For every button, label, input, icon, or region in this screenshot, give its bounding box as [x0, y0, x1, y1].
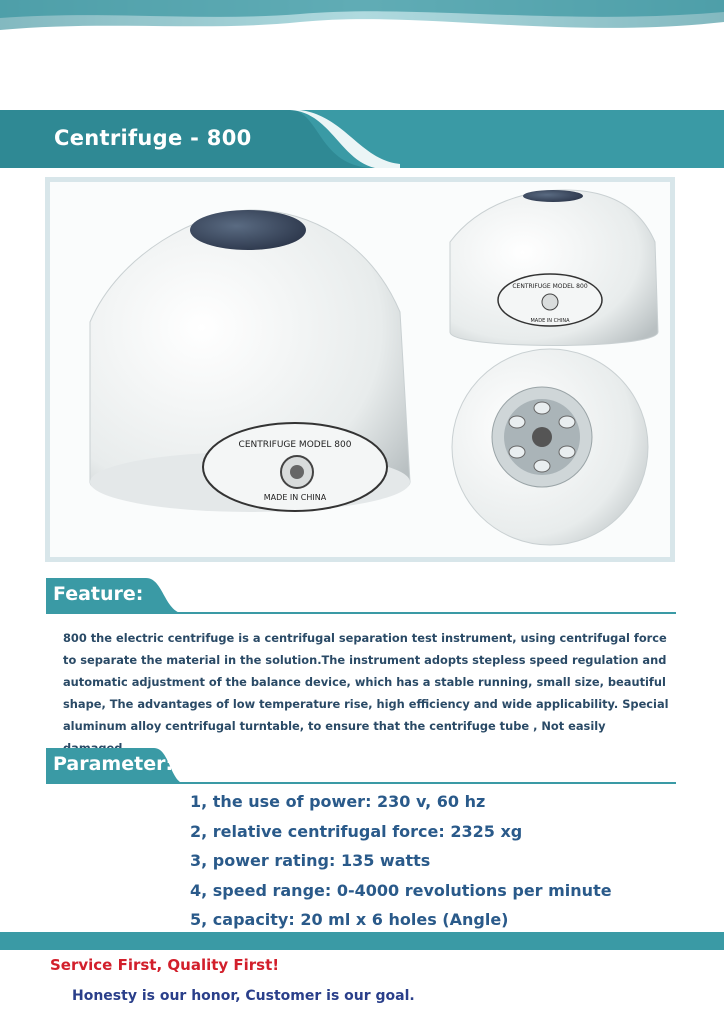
slogan-main: Service First, Quality First! [50, 956, 280, 974]
feature-description: 800 the electric centrifuge is a centrifugal separation test instrument, using centrifugal force to separate the material in the solution.The instrument adopts stepless speed regulation and automatic adjustment of the balance device, which has a stable running, small size, beautiful shape, The advantages of low temperature rise, high efficiency and wide applicability. Special aluminum alloy centrifugal turntable, to ensure that the centrifuge tube , Not easily [63, 631, 669, 733]
main-centrifuge-label: CENTRIFUGE MODEL 800 [238, 440, 352, 450]
main-centrifuge-image [90, 210, 410, 512]
parameter-item: 1, the use of power: 230 v, 60 hz [190, 792, 486, 811]
top-decorative-swoosh [0, 0, 724, 60]
feature-heading: Feature: [53, 583, 144, 605]
side-centrifuge-label: CENTRIFUGE MODEL 800 [512, 283, 588, 290]
parameter-divider [46, 782, 676, 784]
parameter-heading: Parameter: [53, 753, 174, 775]
feature-divider [46, 612, 676, 614]
top-view-centrifuge-image [452, 349, 648, 545]
footer-band [0, 932, 724, 950]
parameter-item: 2, relative centrifugal force: 2325 xg [190, 821, 523, 841]
slogan-sub: Honesty is our honor, Customer is our goal. [72, 988, 415, 1004]
parameter-list [190, 787, 612, 935]
feature-heading-tab [46, 578, 186, 614]
parameter-heading-tab [46, 748, 186, 784]
page-title: Centrifuge - 800 [54, 126, 252, 150]
product-photos [50, 182, 670, 557]
side-centrifuge-made-in: MADE IN CHINA [530, 318, 570, 324]
parameter-item: 5, capacity: 20 ml x 6 holes (Angle) [190, 910, 509, 929]
side-centrifuge-image [450, 190, 658, 346]
product-photo-frame [45, 177, 675, 562]
parameter-item: 3, power rating: 135 watts [190, 851, 431, 870]
main-centrifuge-made-in: MADE IN CHINA [263, 493, 327, 502]
parameter-item: 4, speed range: 0-4000 revolutions per minute [190, 880, 612, 900]
